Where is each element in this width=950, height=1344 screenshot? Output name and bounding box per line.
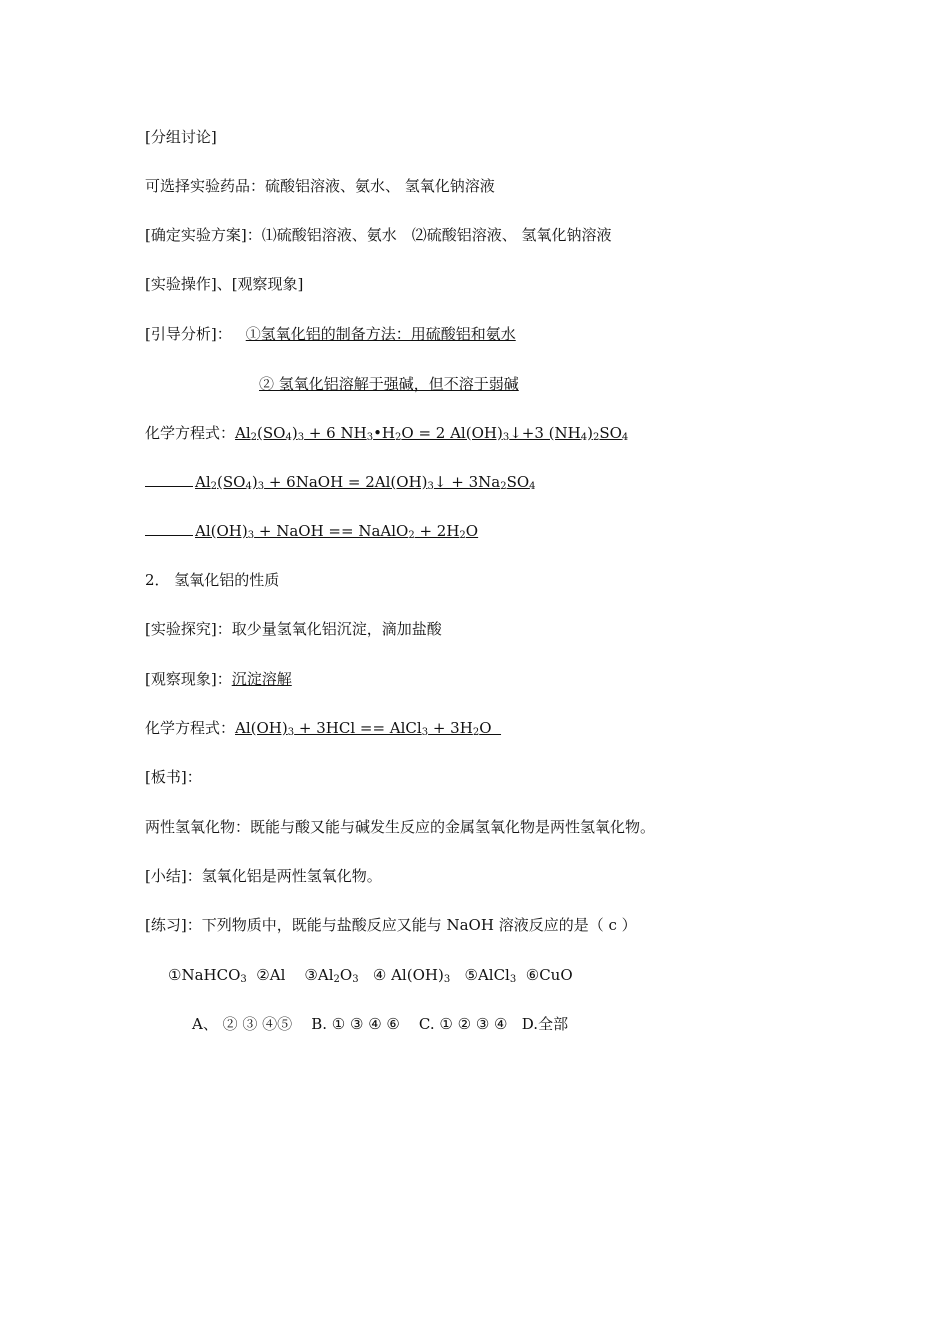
explore-line: [实验探究]：取少量氢氧化铝沉淀，滴加盐酸	[145, 620, 442, 638]
observation-line	[145, 669, 292, 689]
definition-line: 两性氢氧化物：既能与酸又能与碱发生反应的金属氢氧化物是两性氢氧化物。	[145, 818, 656, 836]
equation-label: 化学方程式：	[145, 424, 236, 442]
analysis-label: [引导分析]：	[145, 325, 232, 343]
analysis-line	[145, 324, 516, 344]
section-2-heading: 2． 氢氧化铝的性质	[145, 571, 280, 589]
summary-line: [小结]：氢氧化铝是两性氢氧化物。	[145, 867, 382, 885]
equation-blank	[145, 521, 193, 536]
equation-3: $Al(OH)_3$ + NaOH == NaAlO$_2$ + $2H_2O$	[195, 522, 479, 541]
observation-text: 沉淀溶解	[231, 670, 292, 688]
exercise-answers: A、 ② ③ ④⑤ B. ① ③ ④ ⑥ C. ① ② ③ ④ D.全部	[192, 1015, 569, 1033]
exercise-options: ①NaHCO$_3$ ②Al $③Al_2O_3$ ④ $Al(OH)_3$ ⑤AlCl$_3$ ⑥CuO	[168, 966, 573, 985]
equation-1: $Al_2(SO_4)_3 + 6$ $NH_3•H_2O = 2$ $Al(OH)_3↓+3$ $(NH_4)_2SO_4$	[235, 424, 629, 443]
analysis-text-1: ①氢氧化铝的制备方法：用硫酸铝和氨水	[245, 325, 516, 343]
board-heading: [板书]：	[145, 768, 202, 786]
equation-line-2	[145, 472, 536, 492]
plan-line: [确定实验方案]：⑴硫酸铝溶液、氨水 ⑵硫酸铝溶液、 氢氧化钠溶液	[145, 226, 612, 244]
equation-line-4	[145, 718, 501, 738]
equation-line-1	[145, 423, 628, 443]
reagents-line: 可选择实验药品：硫酸铝溶液、氨水、 氢氧化钠溶液	[145, 177, 495, 195]
equation-blank	[145, 472, 193, 487]
equation-4: $Al(OH)_3 + 3HCl$ == AlCl$_3$ + $3H_2O$	[235, 719, 502, 738]
equation-label: 化学方程式：	[145, 719, 236, 737]
heading-group-discussion: [分组讨论]	[145, 128, 217, 146]
analysis-line-2	[259, 374, 519, 394]
equation-line-3	[145, 521, 478, 541]
equation-2: $Al_2(SO_4)_3$ + 6NaOH = $2Al(OH)_3↓ + 3Na_2SO_4$	[195, 473, 536, 492]
observation-label: [观察现象]：	[145, 670, 232, 688]
operation-line: [实验操作]、[观察现象]	[145, 275, 304, 293]
exercise-question: [练习]：下列物质中，既能与盐酸反应又能与 NaOH 溶液反应的是（ c ）	[145, 916, 637, 934]
analysis-text-2: ② 氢氧化铝溶解于强碱，但不溶于弱碱	[259, 375, 519, 393]
